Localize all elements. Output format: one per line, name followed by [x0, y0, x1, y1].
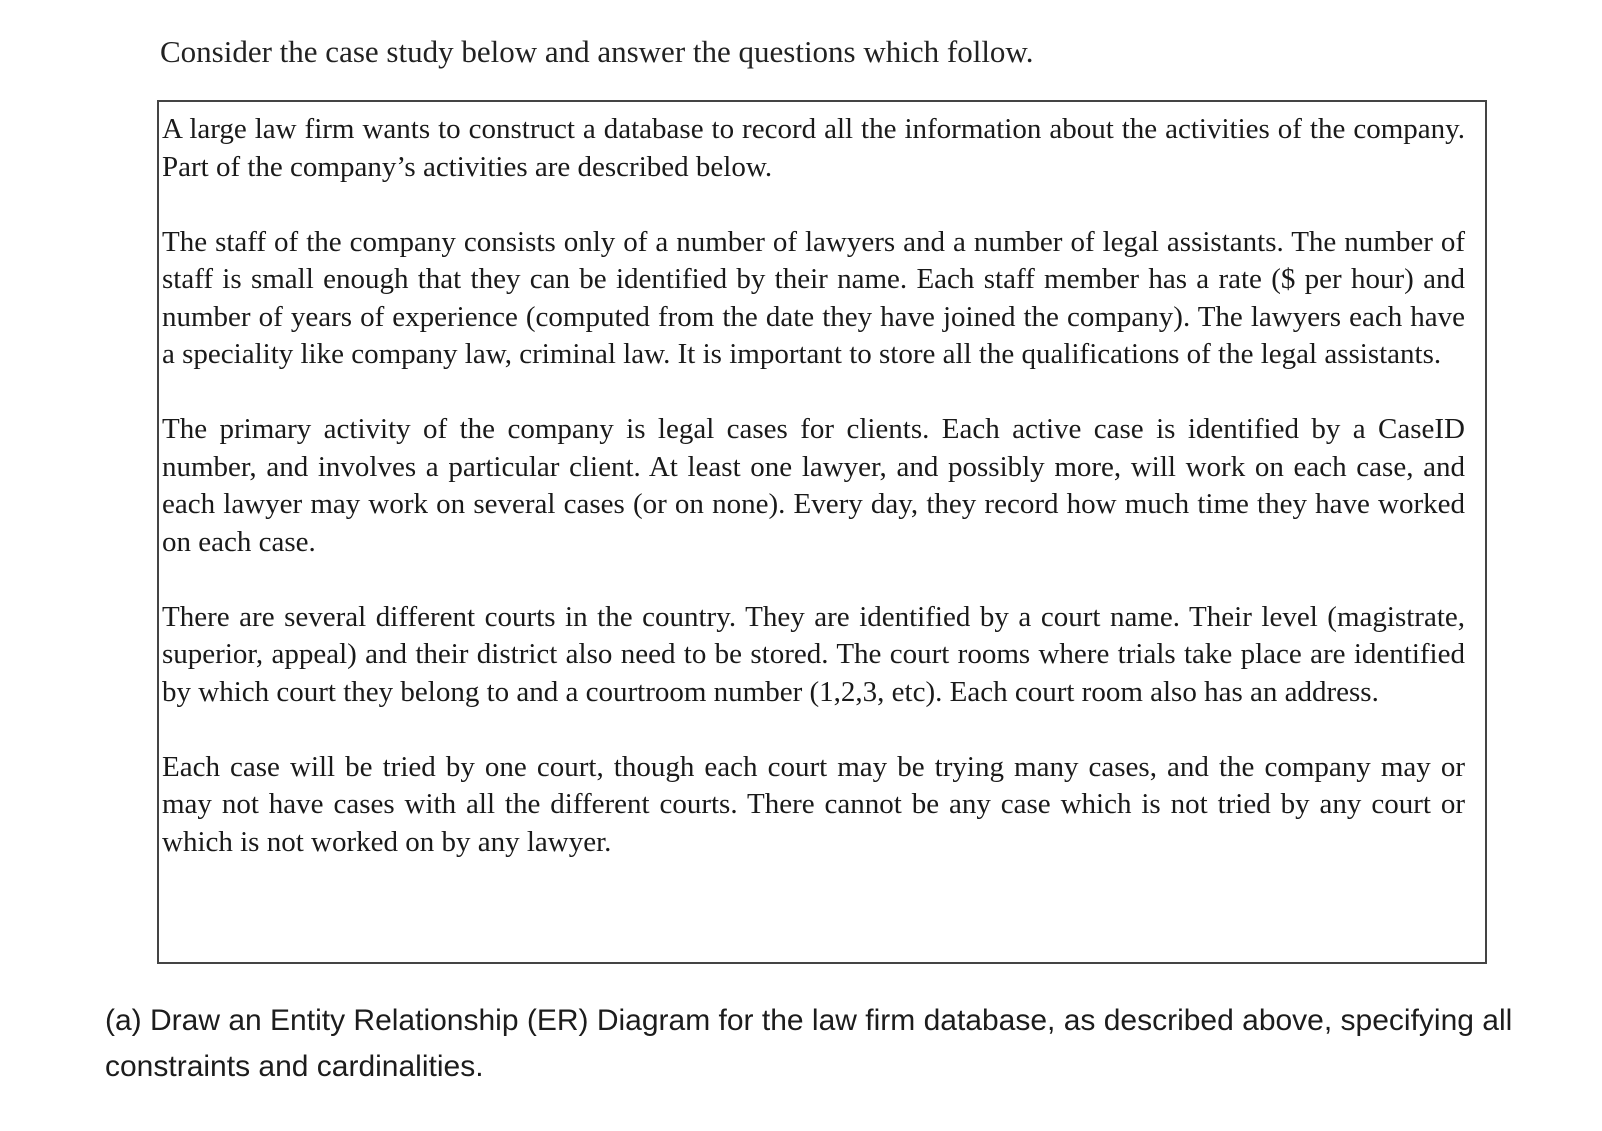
case-paragraph-staff: The staff of the company consists only of a number of lawyers and a number of legal assistants. The number of staff is small enough that they can be identified by their name. Each staff member has a rate ($ per hour) and number of years of experience (computed from the date they have joined the company). The lawyers each have a speciality like company law, criminal law. It is important to store all the qualifications of the legal assistants.: [162, 225, 1465, 370]
case-paragraph-overview: A large law firm wants to construct a database to record all the information about the activities of the company. Part of the company’s activities are described below.: [162, 113, 1465, 183]
case-paragraph-cases: The primary activity of the company is legal cases for clients. Each active case is identified by a CaseID number, and involves a particular client. At least one lawyer, and possibly more, will work on each case, and each lawyer may work on several cases (or on none). Every day, they record how much time they have worked on each case.: [162, 413, 1465, 558]
question-a: [105, 998, 1525, 1090]
question-a-text: (a) Draw an Entity Relationship (ER) Diagram for the law firm database, as described above, specifying all constraints and cardinalities.: [105, 1004, 1513, 1083]
case-study-box: [157, 100, 1487, 964]
case-paragraph-trials: Each case will be tried by one court, though each court may be trying many cases, and the company may or may not have cases with all the different courts. There cannot be any case which is not tried by any court or which is not worked on by any lawyer.: [162, 750, 1465, 858]
intro-instruction: Consider the case study below and answer the questions which follow.: [160, 34, 1034, 69]
case-paragraph-courts: There are several different courts in the country. They are identified by a court name. Their level (magistrate, superior, appeal) and their district also need to be stored. The court rooms where trials take place are identified by which court they belong to and a courtroom number (1,2,3, etc). Each court room also has an address.: [162, 600, 1465, 708]
